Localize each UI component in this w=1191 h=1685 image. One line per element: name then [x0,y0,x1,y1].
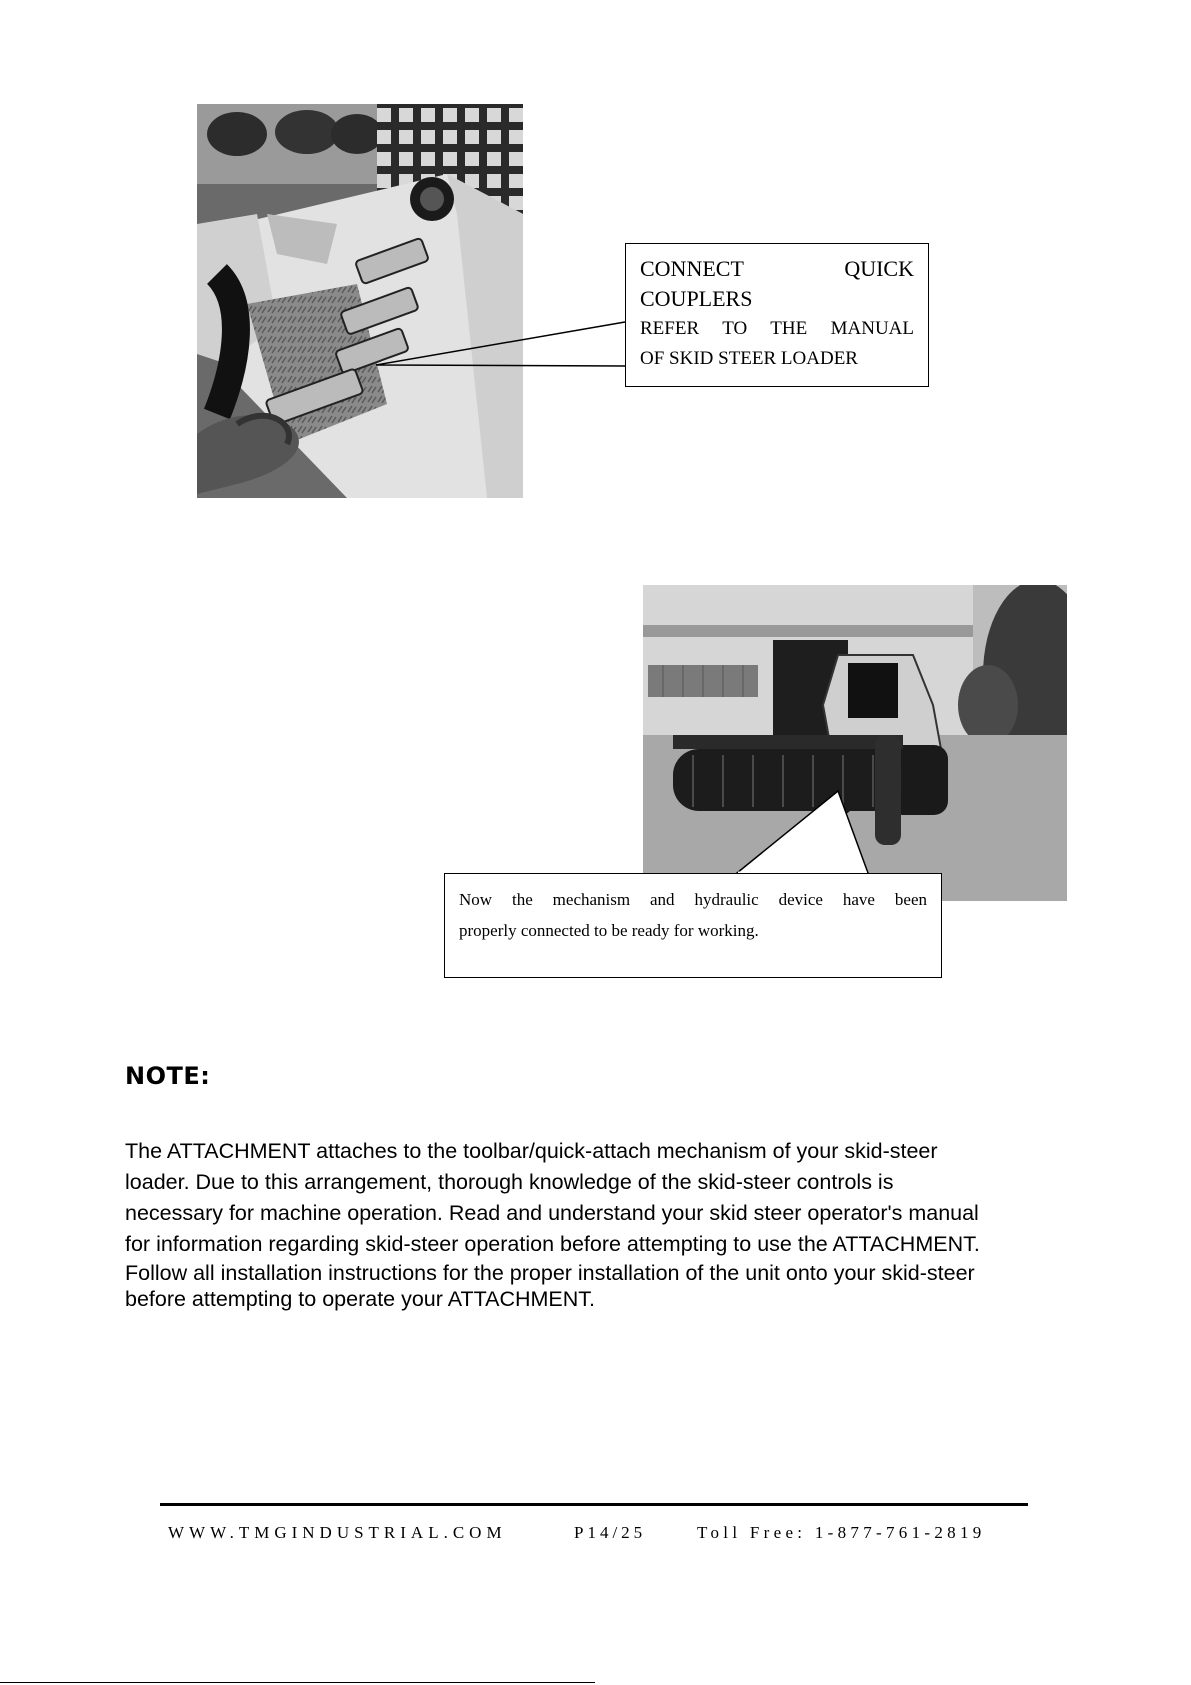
callout-line: OF SKID STEER LOADER [640,348,858,369]
note-line: for information regarding skid-steer operation before attempting to use the ATTACHMENT. [125,1232,980,1256]
footer-website: WWW.TMGINDUSTRIAL.COM [168,1523,507,1542]
note-line: necessary for machine operation. Read and understand your skid steer operator's manual [125,1201,979,1225]
ready-for-working-callout [444,873,942,978]
callout-line: REFER TO THE MANUAL [640,318,914,339]
callout-line: COUPLERS [640,286,753,311]
skid-steer-broom-photo [643,585,1067,901]
note-line: loader. Due to this arrangement, thorough knowledge of the skid-steer controls is [125,1170,894,1194]
note-body [125,1136,1085,1312]
bottom-rule [0,1682,595,1683]
note-line: Follow all installation instructions for the proper installation of the unit onto your skid-steer [125,1261,975,1285]
footer-rule [160,1503,1028,1506]
callout-line [640,254,914,284]
callout-line: Now the mechanism and hydraulic device have been [459,890,927,909]
connect-couplers-callout [625,243,929,387]
note-line: before attempting to operate your ATTACHMENT. [125,1287,596,1311]
footer-page-number: P14/25 [574,1523,647,1542]
callout-word: CONNECT [640,256,744,281]
note-line: The ATTACHMENT attaches to the toolbar/quick-attach mechanism of your skid-steer [125,1139,938,1163]
callout-word: QUICK [844,256,914,281]
quick-coupler-photo [197,104,523,498]
callout-line: properly connected to be ready for working. [459,921,759,940]
note-heading: NOTE: [125,1062,211,1090]
page-footer [168,1523,1028,1547]
footer-toll-free: Toll Free: 1-877-761-2819 [697,1523,986,1542]
